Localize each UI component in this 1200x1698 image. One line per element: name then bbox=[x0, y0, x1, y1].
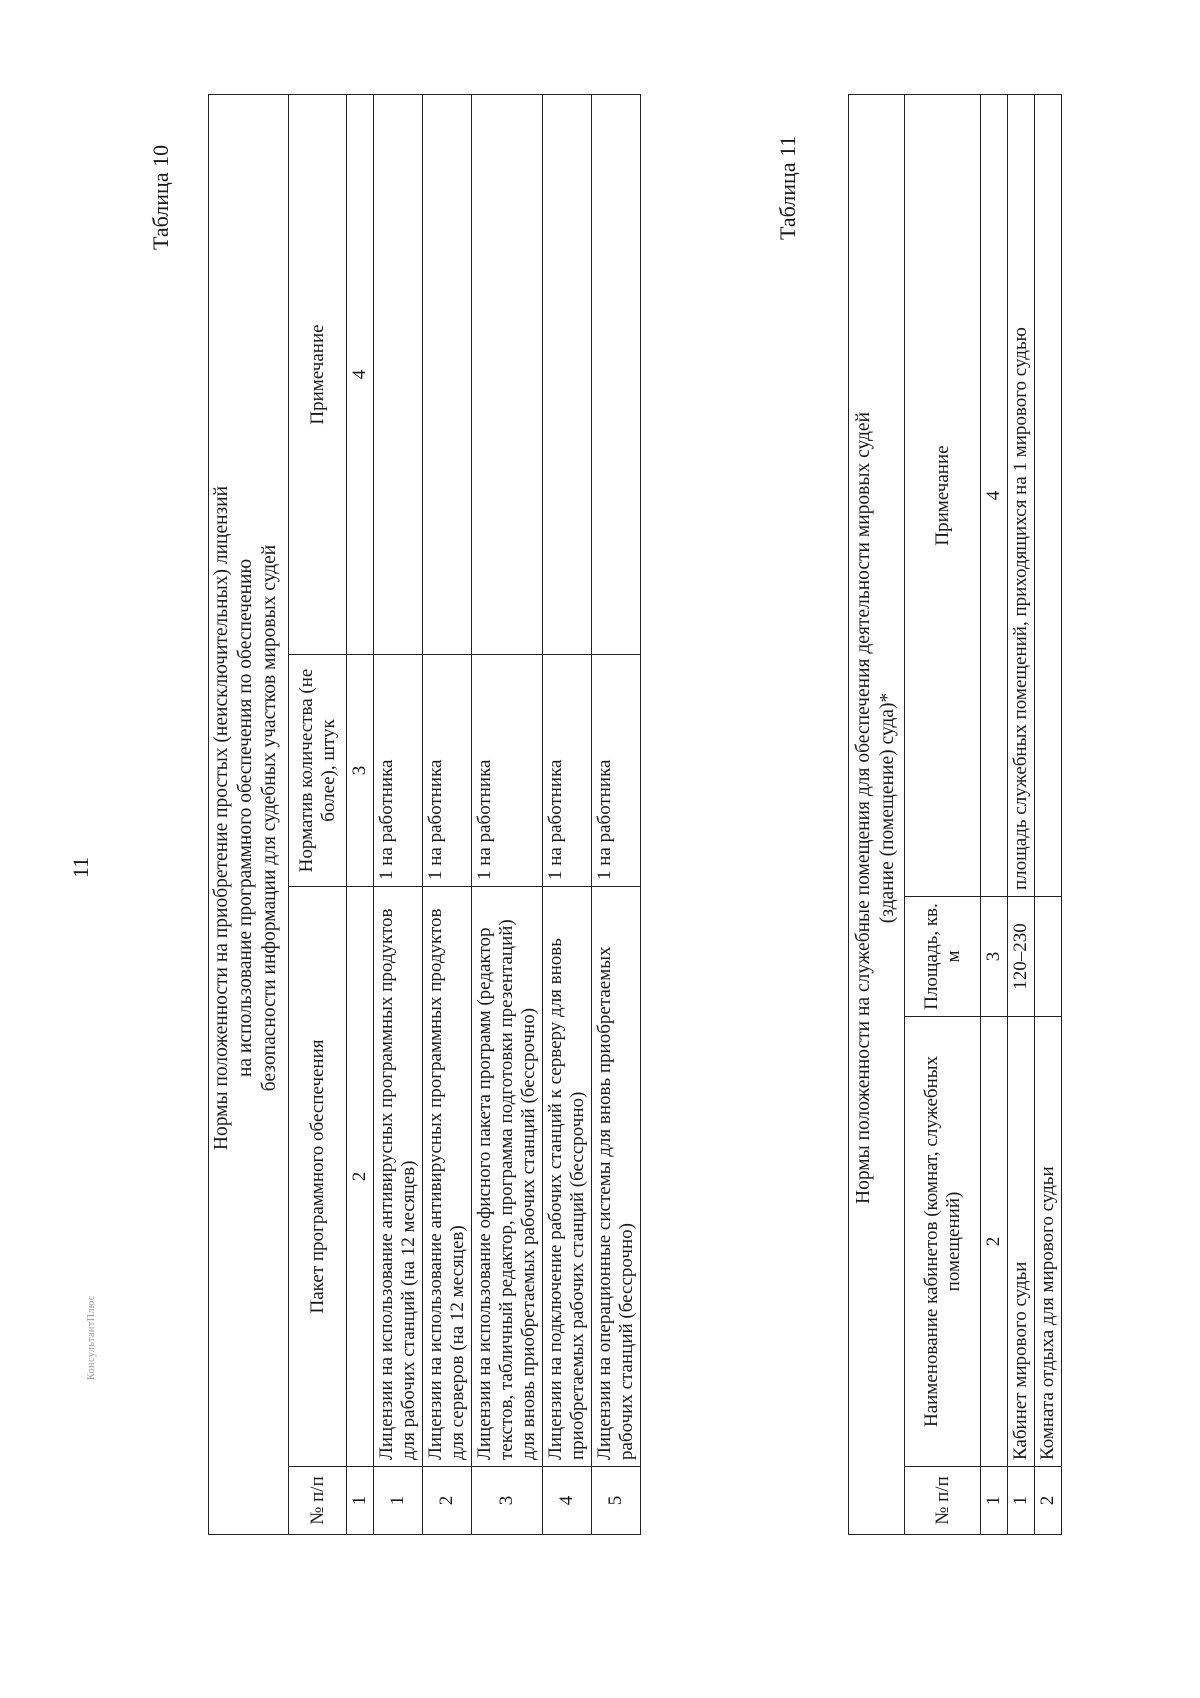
row-number: 2 bbox=[1035, 1467, 1062, 1535]
row-note bbox=[472, 95, 543, 655]
header-cell: № п/п bbox=[905, 1467, 981, 1535]
row-name: Лицензии на операционные системы для вновь приобретаемых рабочих станций (бессрочно) bbox=[592, 887, 641, 1467]
faint-stamp: КонсультантПлюс bbox=[86, 1295, 97, 1380]
row-note bbox=[1035, 95, 1062, 897]
row-number: 3 bbox=[472, 1467, 543, 1535]
index-cell: 2 bbox=[347, 887, 374, 1467]
header-cell: Пакет программного обеспечения bbox=[289, 887, 347, 1467]
table11-header-row bbox=[905, 95, 981, 1535]
header-cell: Норматив количества (не более), штук bbox=[289, 655, 347, 887]
table11-label: Таблица 11 bbox=[775, 135, 800, 240]
row-qty: 1 на работника bbox=[423, 655, 472, 887]
row-note bbox=[423, 95, 472, 655]
row-name: Кабинет мирового судьи bbox=[1008, 1017, 1035, 1467]
row-qty: 1 на работника bbox=[543, 655, 592, 887]
row-number: 4 bbox=[543, 1467, 592, 1535]
table10-index-row bbox=[347, 95, 374, 1535]
row-note bbox=[592, 95, 641, 655]
header-cell: Наименование кабинетов (комнат, служебных помещений) bbox=[905, 1017, 981, 1467]
table11-index-row bbox=[981, 95, 1008, 1535]
index-cell: 4 bbox=[347, 95, 374, 655]
table11 bbox=[848, 94, 1062, 1535]
table-row bbox=[543, 95, 592, 1535]
row-number: 1 bbox=[1008, 1467, 1035, 1535]
table10-label: Таблица 10 bbox=[148, 144, 173, 250]
table11-title-cell bbox=[849, 95, 905, 1535]
header-cell: Площадь, кв. м bbox=[905, 897, 981, 1017]
table10-header-row bbox=[289, 95, 347, 1535]
header-cell: Примечание bbox=[289, 95, 347, 655]
table-row bbox=[423, 95, 472, 1535]
table-row bbox=[1035, 95, 1062, 1535]
table10-title-line: безопасности информации для судебных участков мировых судей bbox=[259, 544, 280, 1092]
row-qty: 1 на работника bbox=[374, 655, 423, 887]
row-qty: 1 на работника bbox=[472, 655, 543, 887]
index-cell: 1 bbox=[981, 1467, 1008, 1535]
row-note: площадь служебных помещений, приходящихся на 1 мирового судью bbox=[1008, 95, 1035, 897]
table11-title-line: Нормы положенности на служебные помещения для обеспечения деятельности мировых судей bbox=[853, 411, 874, 1205]
index-cell: 3 bbox=[347, 655, 374, 887]
row-number: 1 bbox=[374, 1467, 423, 1535]
table-row bbox=[472, 95, 543, 1535]
index-cell: 1 bbox=[347, 1467, 374, 1535]
index-cell: 2 bbox=[981, 1017, 1008, 1467]
row-name: Лицензии на использование антивирусных программных продуктов для серверов (на 12 месяцев) bbox=[423, 887, 472, 1467]
table-row bbox=[592, 95, 641, 1535]
row-name: Лицензии на использование офисного пакета программ (редактор текстов, табличный редактор, программа подготовки презентаций) для вновь приобретаемых рабочих станций (бессрочно) bbox=[472, 887, 543, 1467]
page-number: 11 bbox=[68, 856, 93, 878]
table11-title-line: (здание (помещение) суда)* bbox=[877, 692, 898, 924]
row-name: Комната отдыха для мирового судьи bbox=[1035, 1017, 1062, 1467]
row-note bbox=[543, 95, 592, 655]
row-note bbox=[374, 95, 423, 655]
index-cell: 4 bbox=[981, 95, 1008, 897]
table10-title-cell bbox=[209, 95, 289, 1535]
row-name: Лицензии на подключение рабочих станций к серверу для вновь приобретаемых рабочих станций (бессрочно) bbox=[543, 887, 592, 1467]
table10-title-line: Нормы положенности на приобретение простых (неисключительных) лицензий bbox=[211, 485, 232, 1151]
table-row bbox=[374, 95, 423, 1535]
header-cell: Примечание bbox=[905, 95, 981, 897]
table10-title-line: на использование программного обеспечения по обеспечению bbox=[235, 558, 256, 1078]
row-number: 2 bbox=[423, 1467, 472, 1535]
table-row bbox=[1008, 95, 1035, 1535]
row-area bbox=[1035, 897, 1062, 1017]
table10 bbox=[208, 94, 641, 1535]
row-qty: 1 на работника bbox=[592, 655, 641, 887]
header-cell: № п/п bbox=[289, 1467, 347, 1535]
row-name: Лицензии на использование антивирусных программных продуктов для рабочих станций (на 12 месяцев) bbox=[374, 887, 423, 1467]
index-cell: 3 bbox=[981, 897, 1008, 1017]
row-area: 120–230 bbox=[1008, 897, 1035, 1017]
row-number: 5 bbox=[592, 1467, 641, 1535]
